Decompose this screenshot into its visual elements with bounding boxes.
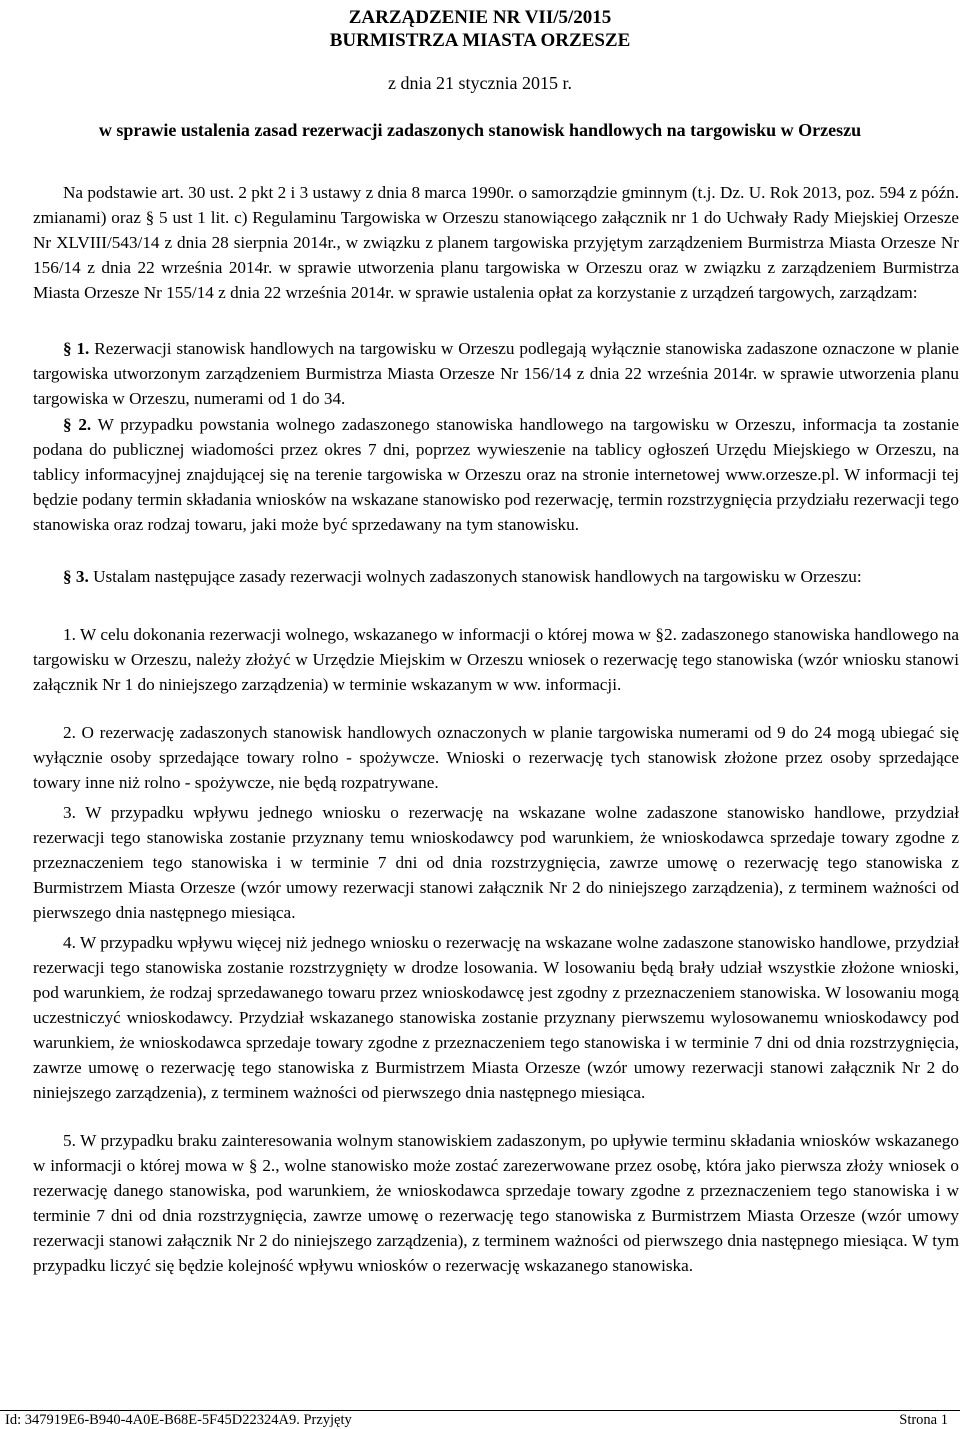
- list-item-4-text: 4. W przypadku wpływu więcej niż jednego wniosku o rezerwację na wskazane wolne zadaszone stanowisko handlowe, przydział rezerwacji tego stanowiska zostanie rozstrzygnięty w drodze losowania. W losowaniu będą brały udział wszystkie złożone wnioski, pod warunkiem, że rodzaj sprzedawanego towaru przez wnioskodawcę jest zgodny z przeznaczeniem stanowiska. W losowaniu mogą uczestniczyć wnioskodawcy. Przydział wskazanego stanowiska zostanie przyznany pierwszemu wylosowanemu wnioskodawcy pod warunkiem, że wnioskodawca sprzedaje towary zgodne z przeznaczeniem tego stanowiska i w terminie 7 dni od dnia rozstrzygnięcia, zawrze umowę o rezerwację tego stanowiska z Burmistrzem Miasta Orzesze (wzór umowy rezerwacji stanowi załącznik Nr 2 do niniejszego zarządzenia), z terminem ważności od pierwszego dnia następnego miesiąca.: [33, 933, 959, 1102]
- document-date: z dnia 21 stycznia 2015 r.: [388, 73, 572, 93]
- list-item-3: [33, 800, 959, 925]
- list-item-3-text: 3. W przypadku wpływu jednego wniosku o rezerwację na wskazane wolne zadaszone stanowisko handlowe, przydział rezerwacji tego stanowiska zostanie przyznany temu wnioskodawcy pod warunkiem, że wnioskodawca sprzedaje towary zgodne z przeznaczeniem tego stanowiska i w terminie 7 dni od dnia rozstrzygnięcia, zawrze umowę o rezerwację tego stanowiska z Burmistrzem Miasta Orzesze (wzór umowy rezerwacji stanowi załącznik Nr 2 do niniejszego zarządzenia), z terminem ważności od pierwszego dnia następnego miesiąca.: [33, 803, 959, 922]
- section-1: [33, 336, 959, 411]
- document-title-line1: ZARZĄDZENIE NR VII/5/2015: [348, 7, 612, 28]
- list-item-1-text: 1. W celu dokonania rezerwacji wolnego, wskazanego w informacji o której mowa w §2. zadaszonego stanowiska handlowego na targowisku w Orzeszu, należy złożyć w Urzędzie Miejskim w Orzeszu wniosek o rezerwację tego stanowiska (wzór wniosku stanowi załącznik Nr 1 do niniejszego zarządzenia) w terminie wskazanym w ww. informacji.: [33, 625, 959, 694]
- section-1-text: Rezerwacji stanowisk handlowych na targowisku w Orzeszu podlegają wyłącznie stanowiska zadaszone oznaczone w planie targowiska utworzonym zarządzeniem Burmistrza Miasta Orzesze Nr 156/14 z dnia 22 września 2014r. w sprawie utworzenia planu targowiska w Orzeszu, numerami od 1 do 34.: [33, 339, 960, 408]
- section-3-text: Ustalam następujące zasady rezerwacji wolnych zadaszonych stanowisk handlowych na targowisku w Orzeszu:: [88, 567, 862, 586]
- section-3: [33, 564, 959, 589]
- footer-page-number: Strona 1: [899, 1412, 948, 1428]
- section-2-number: § 2.: [63, 415, 92, 434]
- intro-text: Na podstawie art. 30 ust. 2 pkt 2 i 3 ustawy z dnia 8 marca 1990r. o samorządzie gminnym (t.j. Dz. U. Rok 2013, poz. 594 z późn. zmianami) oraz § 5 ust 1 lit. c) Regulaminu Targowiska w Orzeszu stanowiącego załącznik nr 1 do Uchwały Rady Miejskiej Orzesze Nr XLVIII/543/14 z dnia 28 sierpnia 2014r., w związku z planem targowiska przyjętym zarządzeniem Burmistrza Miasta Orzesze Nr 156/14 z dnia 22 września 2014r. w sprawie utworzenia planu targowiska w Orzeszu oraz w związku z zarządzeniem Burmistrza Miasta Orzesze Nr 155/14 z dnia 22 września 2014r. w sprawie ustalenia opłat za korzystanie z urządzeń targowych, zarządzam:: [33, 183, 959, 302]
- intro-paragraph: [33, 180, 959, 305]
- list-item-2-text: 2. O rezerwację zadaszonych stanowisk handlowych oznaczonych w planie targowiska numerami od 9 do 24 mogą ubiegać się wyłącznie osoby sprzedające towary rolno - spożywcze. Wnioski o rezerwację tych stanowisk złożone przez osoby sprzedające towary inne niż rolno - spożywcze, nie będą rozpatrywane.: [33, 723, 959, 792]
- section-3-number: § 3.: [63, 567, 89, 586]
- section-2: [33, 412, 959, 537]
- list-item-4: [33, 930, 959, 1105]
- list-item-2: [33, 720, 959, 795]
- document-subject: w sprawie ustalenia zasad rezerwacji zadaszonych stanowisk handlowych na targowisku w Orzeszu: [98, 120, 862, 140]
- list-item-5-text: 5. W przypadku braku zainteresowania wolnym stanowiskiem zadaszonym, po upływie terminu składania wniosków wskazanego w informacji o której mowa w § 2., wolne stanowisko może zostać zarezerwowane przez osobę, która jako pierwsza złoży wniosek o rezerwację danego stanowiska, pod warunkiem, że wnioskodawca sprzedaje towary zgodne z przeznaczeniem tego stanowiska i w terminie 7 dni od dnia rozstrzygnięcia, zawrze umowę o rezerwację tego stanowiska z Burmistrzem Miasta Orzesze (wzór umowy rezerwacji stanowi załącznik Nr 2 do niniejszego zarządzenia), z terminem ważności od pierwszego dnia następnego miesiąca. W tym przypadku liczyć się będzie kolejność wpływu wniosków o rezerwację wskazanego stanowiska.: [33, 1131, 959, 1275]
- section-2-text: W przypadku powstania wolnego zadaszonego stanowiska handlowego na targowisku w Orzeszu, informacja ta zostanie podana do publicznej wiadomości przez okres 7 dni, poprzez wywieszenie na tablicy ogłoszeń Urzędu Miejskiego w Orzeszu, na tablicy informacyjnej znajdującej się na terenie targowiska w Orzeszu oraz na stronie internetowej www.orzesze.pl. W informacji tej będzie podany termin składania wniosków na wskazane stanowisko pod rezerwację, termin rozstrzygnięcia przydziału rezerwacji tego stanowiska oraz rodzaj towaru, jaki może być sprzedawany na tym stanowisku.: [33, 415, 960, 534]
- footer-divider: [0, 1410, 960, 1411]
- document-title-line2: BURMISTRZA MIASTA ORZESZE: [329, 30, 631, 51]
- section-1-number: § 1.: [63, 339, 90, 358]
- list-item-5: [33, 1128, 959, 1278]
- footer-document-id: Id: 347919E6-B940-4A0E-B68E-5F45D22324A9. Przyjęty: [5, 1412, 352, 1428]
- list-item-1: [33, 622, 959, 697]
